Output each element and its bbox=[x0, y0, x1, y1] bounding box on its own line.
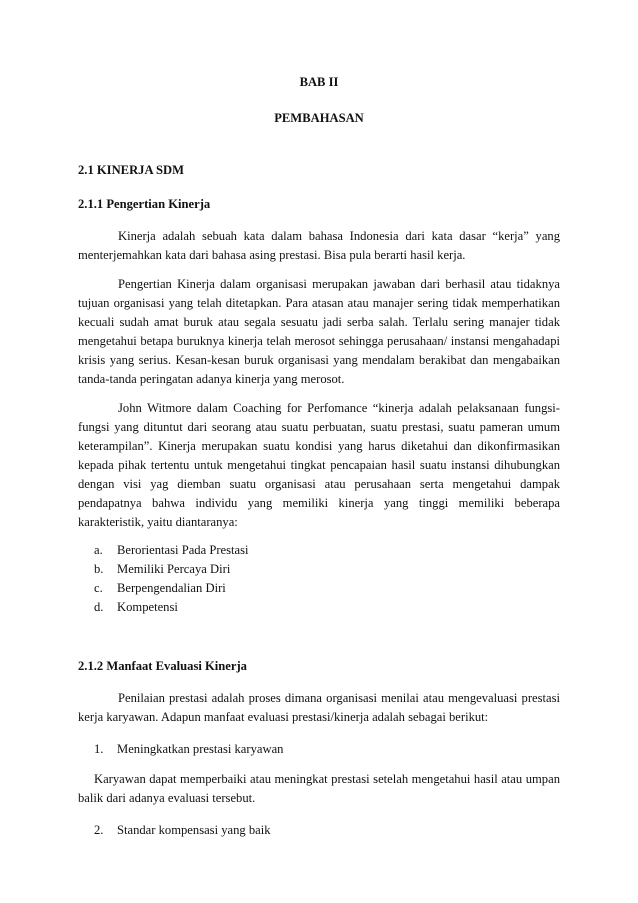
list-item bbox=[94, 541, 560, 560]
numbered-marker: 1. bbox=[94, 742, 104, 756]
list-marker: a. bbox=[94, 543, 103, 557]
chapter-heading: BAB II bbox=[299, 75, 339, 89]
subsection-heading-pengertian-kinerja: 2.1.1 Pengertian Kinerja bbox=[78, 197, 211, 211]
paragraph-john-witmore: John Witmore dalam Coaching for Perfomance “kinerja adalah pelaksanaan fungsi-fungsi yang dituntut dari seorang atau suatu perbuatan, suatu prestasi, suatu pameran umum keterampilan”. Kinerja merupakan suatu kondisi yang harus diketahui dan dikonfirmasikan kepada pihak tertentu untuk mengetahui tingkat pencapaian hasil suatu instansi dihubungkan dengan visi yag diemban suatu organisasi atau perusahaan serta mengetahui dampak pendapatnya bahwa individu yang memiliki kinerja yang tinggi memiliki beberapa karakteristik, yaitu diantaranya: bbox=[78, 401, 560, 529]
paragraph-definisi-kinerja: Kinerja adalah sebuah kata dalam bahasa Indonesia dari kata dasar “kerja” yang menterjemahkan kata dari bahasa asing prestasi. Bisa pula berarti hasil kerja. bbox=[78, 229, 560, 262]
subsection-heading-manfaat-evaluasi: 2.1.2 Manfaat Evaluasi Kinerja bbox=[78, 659, 247, 673]
list-item bbox=[94, 579, 560, 598]
list-item-text: Berpengendalian Diri bbox=[117, 581, 226, 595]
list-marker: b. bbox=[94, 562, 104, 576]
paragraph-karyawan: Karyawan dapat memperbaiki atau meningkat prestasi setelah mengetahui hasil atau umpan balik dari adanya evaluasi tersebut. bbox=[78, 772, 560, 805]
characteristics-list bbox=[78, 541, 560, 617]
list-marker: d. bbox=[94, 600, 104, 614]
numbered-marker: 2. bbox=[94, 823, 104, 837]
list-item-text: Memiliki Percaya Diri bbox=[117, 562, 231, 576]
list-item-text: Kompetensi bbox=[117, 600, 178, 614]
paragraph-pengertian-organisasi: Pengertian Kinerja dalam organisasi merupakan jawaban dari berhasil atau tidaknya tujuan organisasi yang telah ditetapkan. Para atasan atau manajer sering tidak memperhatikan kecuali sudah amat buruk atau segala sesuatu jadi serba salah. Terlalu sering manajer tidak mengetahui betapa buruknya kinerja telah merosot sehingga perusahaan/ instansi mengahadapi krisis yang serius. Kesan-kesan buruk organisasi yang mendalam berakibat dan mengabaikan tanda-tanda peringatan adanya kinerja yang merosot. bbox=[78, 277, 560, 386]
numbered-item-text: Standar kompensasi yang baik bbox=[117, 823, 271, 837]
paragraph-penilaian-prestasi: Penilaian prestasi adalah proses dimana organisasi menilai atau mengevaluasi prestasi kerja karyawan. Adapun manfaat evaluasi prestasi/kinerja adalah sebagai berikut: bbox=[78, 691, 560, 724]
list-item-text: Berorientasi Pada Prestasi bbox=[117, 543, 249, 557]
list-marker: c. bbox=[94, 581, 103, 595]
section-heading-kinerja-sdm: 2.1 KINERJA SDM bbox=[78, 163, 185, 177]
chapter-title: PEMBAHASAN bbox=[274, 111, 364, 125]
list-item bbox=[94, 560, 560, 579]
numbered-item bbox=[78, 740, 560, 759]
list-item bbox=[94, 598, 560, 617]
numbered-item-text: Meningkatkan prestasi karyawan bbox=[117, 742, 284, 756]
numbered-item bbox=[78, 821, 560, 840]
